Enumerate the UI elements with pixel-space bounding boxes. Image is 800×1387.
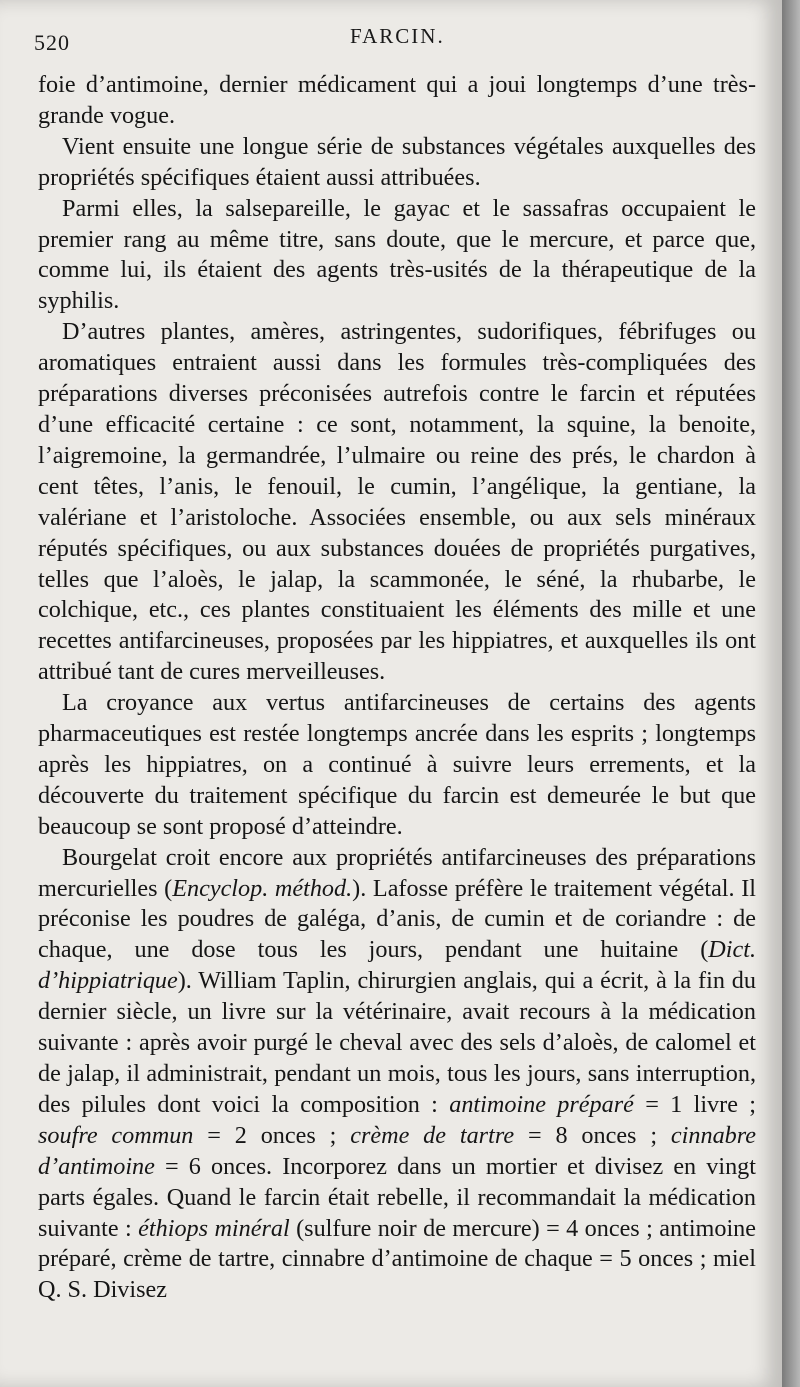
paragraph-3: Parmi elles, la salsepareille, le gayac et le sassafras occupaient le premier rang au même titre, sans doute, que le mercure, et parce que, comme lui, ils étaient des agents très-usités de la thérapeutique de la syphilis. bbox=[38, 194, 756, 315]
p6-italic-6: cinnabre d’antimoine bbox=[38, 1121, 757, 1180]
page-number: 520 bbox=[34, 30, 70, 55]
page-header bbox=[34, 24, 744, 60]
body-text bbox=[38, 70, 756, 1306]
paragraph-2: Vient ensuite une longue série de substances végétales auxquelles des propriétés spécifiques étaient aussi attribuées. bbox=[38, 132, 756, 191]
p6-italic-3: antimoine préparé bbox=[449, 1090, 634, 1118]
p6-italic-7: éthiops minéral bbox=[138, 1214, 290, 1242]
p6-italic-1: Encyclop. méthod. bbox=[172, 874, 353, 902]
p6-text-2: ). Lafosse préfère le traitement végétal. Il préconise les poudres de galéga, d’anis, de cumin et de coriandre : de chaque, une dose tous les jours, pendant une huitaine ( bbox=[38, 874, 756, 964]
paragraph-6 bbox=[38, 843, 756, 1307]
p6-italic-2: Dict. d’hippiatrique bbox=[38, 936, 756, 995]
page-gutter-shadow bbox=[782, 0, 800, 1387]
p6-italic-5: crème de tartre bbox=[350, 1121, 515, 1149]
p6-italic-4: soufre commun bbox=[38, 1121, 194, 1149]
paragraph-1: foie d’antimoine, dernier médicament qui a joui longtemps d’une très-grande vogue. bbox=[38, 71, 756, 129]
p6-text-1: Bourgelat croit encore aux propriétés antifarcineuses des préparations mercurielles ( bbox=[38, 843, 756, 902]
p6-text-8: (sulfure noir de mercure) = 4 onces ; antimoine préparé, crème de tartre, cinnabre d’antimoine de chaque = 5 onces ; miel Q. S. Divisez bbox=[38, 1214, 756, 1304]
p6-text-6: = 8 onces ; bbox=[514, 1121, 671, 1149]
p6-text-3: ). William Taplin, chirurgien anglais, qui a écrit, à la fin du dernier siècle, un livre sur la vétérinaire, avait recours à la médication suivante : après avoir purgé le cheval avec des sels d’aloès, de calomel et de jalap, il administrait, pendant un mois, tous les jours, sans interruption, des pilules dont voici la composition : bbox=[38, 967, 756, 1118]
p6-text-7: = 6 onces. Incorporez dans un mortier et divisez en vingt parts égales. Quand le farcin était rebelle, il recommandait la médication suivante : bbox=[38, 1152, 756, 1242]
paragraph-4: D’autres plantes, amères, astringentes, sudorifiques, fébrifuges ou aromatiques entraient aussi dans les formules très-compliquées des préparations diverses préconisées autrefois contre le farcin et réputées d’une efficacité certaine : ce sont, notamment, la squine, la benoite, l’aigremoine, la germandrée, l’ulmaire ou reine des prés, le chardon à cent têtes, l’anis, le fenouil, le cumin, l’angélique, la gentiane, la valériane et l’aristoloche. Associées ensemble, ou aux sels minéraux réputés spécifiques, ou aux substances douées de propriétés purgatives, telles que l’aloès, le jalap, la scammonée, le séné, la rhubarbe, le colchique, etc., ces plantes constituaient les éléments des mille et une recettes antifarcineuses, proposées par les hippiatres, et auxquelles ils ont attribué tant de cures merveilleuses. bbox=[38, 318, 756, 686]
p6-text-5: = 2 onces ; bbox=[193, 1121, 351, 1149]
p6-text-4: = 1 livre ; bbox=[633, 1090, 756, 1118]
paragraph-5: La croyance aux vertus antifarcineuses de certains des agents pharmaceutiques est restée longtemps ancrée dans les esprits ; longtemps après les hippiatres, on a continué à suivre leurs errements, et la découverte du traitement spécifique du farcin est demeurée le but que beaucoup se sont proposé d’atteindre. bbox=[38, 689, 756, 840]
running-title: FARCIN. bbox=[350, 24, 445, 48]
